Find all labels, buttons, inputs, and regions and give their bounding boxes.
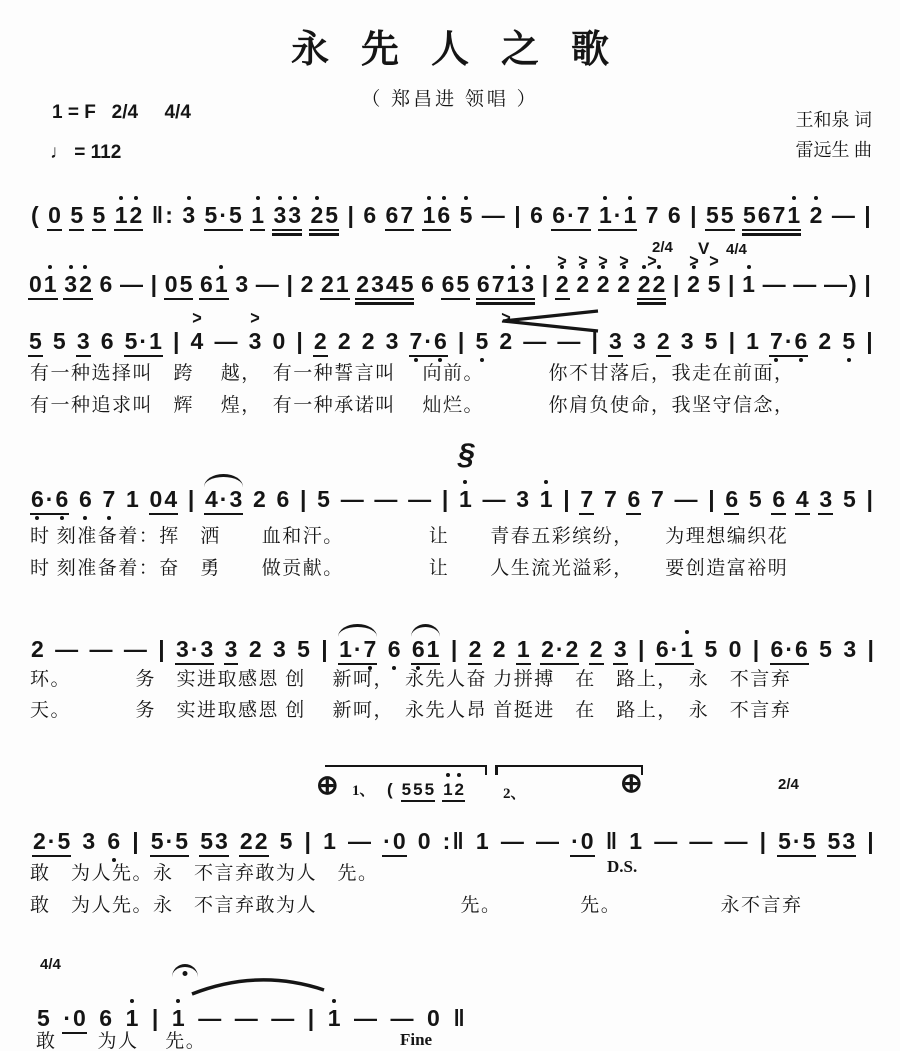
tempo-marking: ♩ = 112 — [50, 142, 122, 163]
meter-change-44: 4/4 — [726, 241, 747, 258]
music-system-2: 0 1 3 2 6 — | 0 5 6 1 3 — | 2 2 1 2 3 4 5 6 6 5 6 7 1 3 | 2 > 2 > 2 > 2 > 2 2 > | 2 > 5 > | 1 — — — ) | — [28, 266, 872, 296]
music-system-6: 2 · 5 3 6 | 5 · 5 5 3 2 2 5 | 1 — · 0 0 : ‖ 1 — — · 0 ‖ 1 — — — | 5 · 5 5 3 | — [32, 823, 875, 853]
lyrics-row-verse2-a: 有一种追求叫 辉 煌， 有一种承诺叫 灿烂。 你肩负使命，我坚守信念， — [30, 395, 795, 416]
lyrics-row-verse2-d: 敢 为人先。永 不言弃敢为人 先。 先。 永不言弃 — [30, 895, 803, 916]
credits — [796, 106, 873, 165]
segno-sign: § — [458, 438, 475, 471]
volta-2-number: 2、 — [503, 786, 526, 802]
lyrics-row-verse1-c: 环。 务 实进取感恩 创 新呵， 永先人奋 力拼搏 在 路上， 永 不言弃 — [30, 669, 792, 690]
lyrics-row-verse1-a: 有一种选择叫 跨 越， 有一种誓言叫 向前。 你不甘落后，我走在前面， — [30, 363, 795, 384]
music-system-7: 5 · 0 6 1 | 1 — — — | 1 — — 0 ‖ — [36, 1000, 466, 1030]
breath-mark: V — [698, 239, 710, 258]
song-subtitle: （ 郑昌进 领唱 ） — [361, 89, 539, 110]
dal-segno-mark: D.S. — [607, 857, 638, 876]
lyrics-row-coda: 敢 为人 先。 — [36, 1031, 207, 1051]
meter-change-24: 2/4 — [652, 239, 673, 256]
coda-sign-2: ⊕ — [620, 768, 643, 798]
lyrics-row-verse1-b: 时 刻准备着：挥 洒 血和汗。 让 青春五彩缤纷， 为理想编织花 — [30, 526, 789, 547]
key-and-meter: 1 = F 2/4 4/4 — [52, 102, 191, 123]
music-system-5: 2 — — — | 3 · 3 3 2 3 5 | 1 · 7 6 6 1 | 2 2 1 2 · 2 2 3 | 6 · 1 5 0 | 6 · 6 5 3 | — [30, 631, 875, 661]
lyrics-row-verse1-d: 敢 为人先。永 不言弃敢为人 先。 — [30, 863, 379, 884]
volta-1-pickup-notes: ( 5 5 5 1 2 — [386, 776, 496, 798]
composer-credit: 雷远生 曲 — [795, 139, 872, 160]
meter-volta-24: 2/4 — [778, 776, 799, 793]
music-system-1: ( 0 5 5 1 2 ‖ : 3 5 · 5 1 3 3 2 5 | 6 6 7 1 6 5 — | 6 6 · 7 1 · 1 7 6 | 5 5 5 6 7 1 2 — | — [30, 197, 872, 227]
meter-final-44: 4/4 — [40, 956, 61, 973]
music-system-3: 5 5 3 6 5 · 1 | 4 > — 3 > 0 | 2 2 2 3 7 · 6 | 5 2 > — — | 3 3 2 3 5 | 1 7 · 6 2 5 | — [28, 323, 874, 353]
volta-1-number: 1、 — [352, 783, 375, 799]
fine-mark: Fine — [400, 1030, 433, 1049]
coda-sign-1: ⊕ — [316, 770, 339, 800]
crescendo-hairpin — [498, 306, 602, 336]
music-system-4: 6 · 6 6 7 1 0 4 | 4 · 3 2 6 | 5 — — — | 1 — 3 1 | 7 7 6 7 — | 6 5 6 4 3 5 | — [30, 481, 874, 511]
lyrics-row-verse2-b: 时 刻准备着：奋 勇 做贡献。 让 人生流光溢彩， 要创造富裕明 — [30, 558, 789, 579]
lyrics-row-verse2-c: 天。 务 实进取感恩 创 新呵， 永先人昂 首挺进 在 路上， 永 不言弃 — [30, 700, 792, 721]
tie-arc — [188, 966, 328, 998]
song-title: 永先人之歌 — [290, 29, 641, 71]
lyricist-credit: 王和泉 词 — [795, 110, 872, 130]
